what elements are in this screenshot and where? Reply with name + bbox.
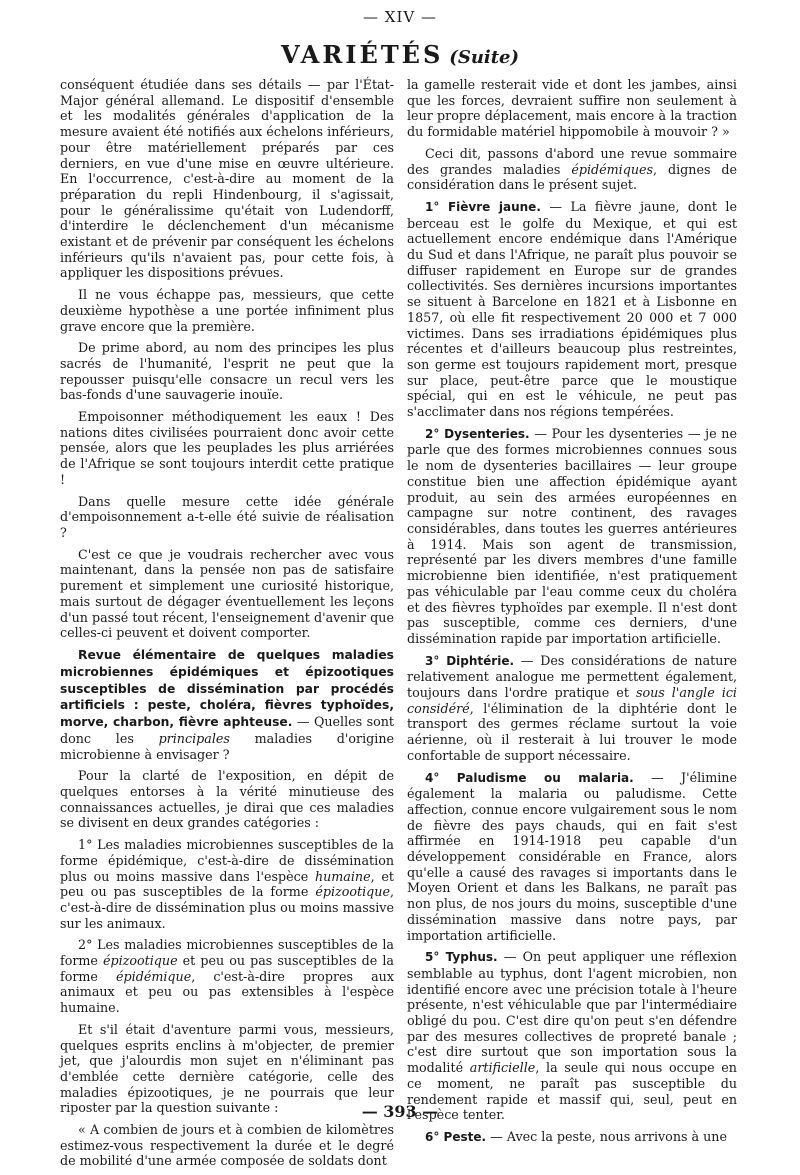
paragraph: conséquent étudiée dans ses détails — par l'État-Major général allemand. Le dispositif d'ensemble et les modalités générales d'application de la mesure avaient été notifiés aux échelons inférieurs, pour être matériellement préparés par ces derniers, en vue d'une mise en œuvre ultérieure. En l'occurrence, c'est-à-dire au moment de la préparation du repli Hindenbourg, il s'agissait, pour le généralissime qu'était von Ludendorff, d'interdire le déclenchement d'un mécanisme existant et de prévenir par conséquent les échelons inférieurs qu'ils n'avaient pas, pour cette fois, à appliquer les dispositions prévues.: [60, 77, 394, 281]
paragraph: C'est ce que je voudrais rechercher avec vous maintenant, dans la pensée non pas de satisfaire purement et simplement une curiosité historique, mais surtout de dégager éventuellement les leçons d'un passé tout récent, l'enseignement d'avenir que celles-ci peuvent et doivent comporter.: [60, 546, 394, 641]
text-run: , et peu ou pas susceptibles de la forme: [60, 868, 394, 900]
text-run: — Quelles sont donc les: [60, 714, 394, 746]
emphasis: humaine: [314, 868, 371, 884]
subsection-label: 4° Paludisme ou malaria.: [425, 770, 634, 785]
emphasis: épidémique: [116, 968, 192, 984]
emphasis: épizootique: [103, 953, 178, 969]
paragraph: Dans quelle mesure cette idée générale d'empoisonnement a-t-elle été suivie de réalisation ?: [60, 493, 394, 540]
emphasis: sous l'angle ici considéré: [407, 685, 737, 716]
text-run: , l'élimination de la diphtérie dont le transport des germes réclame surtout la voie aérienne, où il resterait à lui trouver le mode confortable de support nécessaire.: [407, 700, 737, 763]
text-run: — Avec la peste, nous arrivons à une: [486, 1129, 727, 1144]
page-number: — 393 —: [361, 1102, 439, 1121]
paragraph-typhus: [407, 949, 737, 1123]
section-title-suffix: (Suite): [449, 47, 520, 68]
text-run: — Des considérations de nature relativement analogue me permettent également, toujours dans l'ordre pratique et: [407, 652, 737, 701]
paragraph-peste: [407, 1129, 737, 1146]
text-run: — On peut appliquer une réflexion semblable au typhus, dont l'agent microbien, non identifié encore avec une précision totale à l'heure présente, n'est véhiculable que par l'intermédiaire obligé du pou. C'est dire qu'on peut s'en défendre par des mesures collectives de propreté banale ; c'est dire surtout que son importation sous la modalité: [407, 949, 737, 1076]
right-column: [407, 77, 737, 1152]
paragraph: [407, 146, 737, 193]
subsection-label: 5° Typhus.: [425, 950, 498, 965]
subsection-label: 2° Dysenteries.: [425, 426, 530, 441]
section-title: VARIÉTÉS: [280, 40, 444, 69]
folio-roman: — XIV —: [363, 8, 437, 26]
text-run: 2° Les maladies microbiennes susceptibles de la forme: [60, 937, 394, 969]
text-run: et peu ou pas susceptibles de la forme: [60, 953, 394, 984]
paragraph-with-heading: [60, 647, 394, 762]
paragraph: Empoisonner méthodiquement les eaux ! Des nations dites civilisées pourraient donc avoir cette pensée, alors que les peuplades les plus arriérées de l'Afrique se sont toujours interdit cette pratique !: [60, 409, 394, 487]
paragraph: Il ne vous échappe pas, messieurs, que cette deuxième hypothèse a une portée infiniment plus grave encore que la première.: [60, 287, 394, 334]
text-run: , c'est-à-dire de dissémination plus ou moins massive sur les animaux.: [60, 884, 394, 931]
text-run: 1° Les maladies microbiennes susceptibles de la forme épidémique, c'est-à-dire de dissémination plus ou moins massive dans l'espèce: [60, 837, 394, 884]
paragraph: [60, 937, 394, 1016]
subsection-label: 6° Peste.: [425, 1130, 487, 1144]
text-run: — La fièvre jaune, dont le berceau est le golfe du Mexique, et qui est actuellement encore endémique dans l'Amérique du Sud et dans l'Afrique, ne paraît plus pouvoir se diffuser rapidement en Europe sur de grandes collectivités. Ses dernières incursions importantes se situent à Barcelone en 1821 et à Lisbonne en 1857, où elle fit respectivement 20 000 et 7 000 victimes. Dans ses irradiations épidémiques plus récentes et d'ailleurs beaucoup plus restreintes, son germe est toujours rapidement mort, presque sur place, peut-être parce que le moustique spécial, qui en est le véhicule, ne peut pas s'acclimater dans nos régions tempérées.: [407, 198, 737, 420]
paragraph: De prime abord, au nom des principes les plus sacrés de l'humanité, l'esprit ne peut que la repousser puisqu'elle consacre un recul vers les bas-fonds d'une sauvagerie inouïe.: [60, 340, 394, 403]
text-run: — J'élimine également la malaria ou paludisme. Cette affection, connue encore vulgairement sous le nom de fièvre des pays chauds, qui en fait s'est affirmée en 1914-1918 peu capable d'un développement considérable en France, alors qu'elle a causé des ravages si importants dans le Moyen Orient et dans les Balkans, ne paraît pas non plus, de nos jours du moins, susceptible d'une dissémination massive dans notre pays, par importation artificielle.: [407, 769, 737, 943]
paragraph: la gamelle resterait vide et dont les jambes, ainsi que les forces, devraient suffire non seulement à leur propre déplacement, mais encore à la traction du formidable matériel hippomobile à mouvoir ? »: [407, 77, 737, 140]
paragraph: « A combien de jours et à combien de kilomètres estimez-vous respectivement la durée et le degré de mobilité d'une armée composée de soldats dont: [60, 1122, 394, 1169]
paragraph-diphterie: [407, 653, 737, 764]
text-run: maladies d'origine microbienne à envisager ?: [60, 730, 394, 762]
emphasis: épidémiques: [571, 161, 654, 177]
paragraph: Et s'il était d'aventure parmi vous, messieurs, quelques esprits enclins à m'objecter, de premier jet, que j'alourdis mon sujet en n'éliminant pas d'emblée cette dernière catégorie, celle des maladies épizootiques, je ne pourrais que leur riposter par la question suivante :: [60, 1021, 394, 1116]
paragraph: [60, 837, 394, 931]
text-run: Ceci dit, passons d'abord une revue sommaire des grandes maladies: [407, 145, 737, 177]
subsection-label: 1° Fièvre jaune.: [425, 199, 541, 214]
emphasis: épizootique: [315, 884, 390, 900]
left-column: [60, 77, 394, 1175]
paragraph-fievre-jaune: [407, 199, 737, 420]
section-heading: Revue élémentaire de quelques maladies microbiennes épidémiques et épizootiques susceptibles de dissémination par procédés artificiels : peste, choléra, fièvres typhoïdes, morve, charbon, fièvre aphteuse.: [60, 647, 394, 730]
text-run: — Pour les dysenteries — je ne parle que des formes microbiennes connues sous le nom de dysenteries bacillaires — leur groupe constitue bien une affection épidémique ayant produit, au sein des armées européennes en campagne sur notre continent, des ravages considérables, dans toutes les guerres antérieures à 1914. Mais son agent de transmission, représenté par les divers membres d'une famille microbienne bien identifiée, n'est pratiquement pas véhiculable par l'eau comme ceux du choléra et des fièvres typhoïdes par exemple. Il n'est dont pas susceptible, comme ces derniers, d'une dissémination rapide par importation artificielle.: [407, 425, 737, 646]
text-run: , la seule qui nous occupe en ce moment, ne paraît pas susceptible du rendement rapide et massif qui, seul, peut en l'espèce tenter.: [407, 1060, 737, 1123]
text-run: , c'est-à-dire propres aux animaux et peu ou pas extensibles à l'espèce humaine.: [60, 968, 394, 1016]
subsection-label: 3° Diphtérie.: [425, 653, 515, 668]
running-title: [0, 40, 800, 69]
text-run: , dignes de considération dans le présent sujet.: [407, 161, 737, 193]
paragraph-paludisme: [407, 770, 737, 944]
emphasis: artificielle: [469, 1060, 536, 1076]
emphasis: principales: [158, 730, 230, 746]
paragraph: Pour la clarté de l'exposition, en dépit de quelques entorses à la vérité minutieuse des connaissances actuelles, je dirai que ces maladies se divisent en deux grandes catégories :: [60, 768, 394, 831]
paragraph-dysenteries: [407, 426, 737, 647]
